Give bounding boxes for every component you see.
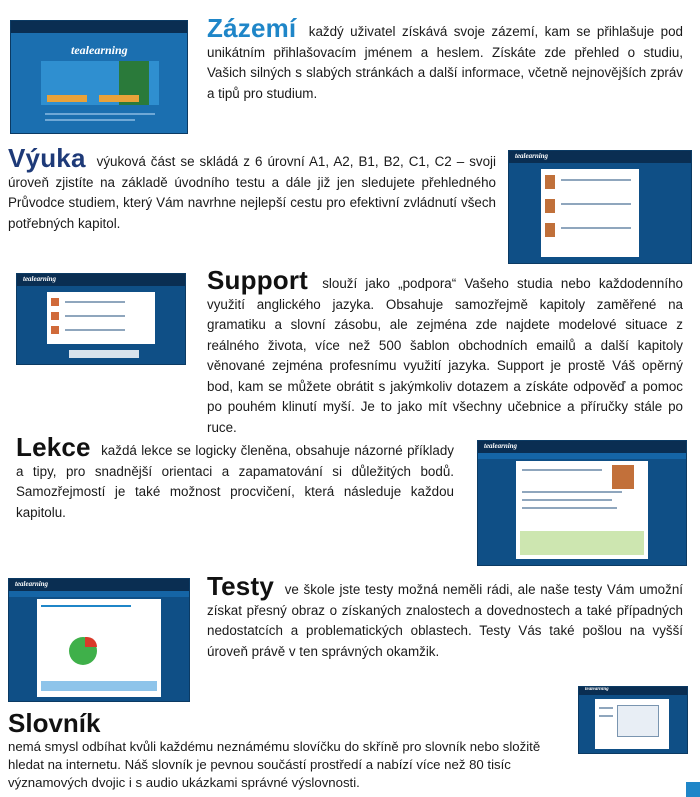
thumb-text-line	[41, 605, 131, 607]
thumb-btn	[99, 95, 139, 102]
thumb-text-line	[65, 301, 125, 303]
zazemi-screenshot	[10, 20, 188, 134]
testy-text: ve škole jste testy možná neměli rádi, ale naše testy Vám umožní získat přesný obraz o získaných znalostech a dovednostech a také případných nedostatcích a problematických oblastech. Testy Vás také pošlou na vyšší úroveň právě v ten správných okamžik.	[207, 582, 683, 659]
slovnik-screenshot	[578, 686, 688, 754]
thumb-logo: tealearning	[515, 152, 549, 160]
thumb-text-line	[45, 119, 135, 121]
thumb-level-a2	[545, 199, 555, 213]
corner-accent	[686, 782, 700, 797]
zazemi-text: každý uživatel získává svoje zázemí, kam se přihlašuje pod unikátním přihlašovacím jménem a heslem. Získáte zde přehled o studiu, Vašich silných s slabých stránkách a další informace, včetně nejnovějších zpráv a tipů pro studium.	[207, 24, 683, 101]
thumb-content	[47, 292, 155, 344]
zazemi-heading: Zázemí	[207, 13, 297, 43]
thumb-text-line	[65, 329, 125, 331]
thumb-header-bar	[11, 21, 187, 33]
thumb-logo: tealearning	[15, 580, 49, 588]
thumb-item	[51, 326, 59, 334]
lekce-heading: Lekce	[16, 432, 91, 462]
thumb-text-line	[561, 203, 631, 205]
lekce-section	[16, 432, 454, 523]
thumb-content	[541, 169, 639, 257]
thumb-text-line	[522, 491, 622, 493]
vyuka-text: výuková část se skládá z 6 úrovní A1, A2, B1, B2, C1, C2 – svoji úroveň zjistíte na základě úvodního testu a dále již jen sledujete přehledného Průvodce studiem, který Vám navrhne nejlepší cestu pro efektivní zvládnutí všech potřebných kapitol.	[8, 154, 496, 231]
support-screenshot	[16, 273, 186, 365]
thumb-text-line	[522, 499, 612, 501]
support-text: slouží jako „podpora“ Vašeho studia nebo každodenního využití anglického jazyka. Obsahuje samozřejmě kapitoly zaměřené na gramatiku a slovní zásobu, ale zejména zde najdete modelové situace z reálného života, více než 500 šablon obchodních emailů a další kapitoly věnované zejména profesnímu využití jazyka. Support je prostě Váš opěrný bod, kam se můžete obrátit s jakýmkoliv dotazem a získáte odpověď a pomoc po pouhém klinutí myší. Je to jako mít všechny učebnice a příručky stále po ruce.	[207, 276, 683, 435]
thumb-text-line	[45, 113, 155, 115]
slovnik-heading: Slovník	[8, 708, 101, 738]
thumb-nav	[478, 453, 686, 459]
lekce-screenshot	[477, 440, 687, 566]
thumb-tip-box	[520, 531, 644, 555]
testy-section	[207, 571, 683, 662]
thumb-level-b	[545, 223, 555, 237]
thumb-text-line	[561, 179, 631, 181]
slovnik-text: nemá smysl odbíhat kvůli každému neznámému slovíčku do skříně pro slovník nebo složitě hledat na internetu. Náš slovník je pevnou součástí prostředí a nabízí více než 80 tisíc významových dvojic i s audio ukázkami správné výslovnosti.	[8, 739, 541, 790]
thumb-nav	[9, 591, 189, 597]
thumb-logo: tealearning	[585, 687, 609, 692]
thumb-text-line	[522, 469, 602, 471]
thumb-text-line	[599, 707, 613, 709]
thumb-item	[51, 298, 59, 306]
thumb-bar	[41, 681, 157, 691]
thumb-footer-box	[69, 350, 139, 358]
support-section	[207, 265, 683, 438]
vyuka-screenshot	[508, 150, 692, 264]
thumb-level-a	[545, 175, 555, 189]
lekce-text: každá lekce se logicky členěna, obsahuje názorné příklady a tipy, pro snadnější orientaci a zapamatování si důležitých bodů. Samozřejmostí je také možnost procvičení, která následuje každou kapitolu.	[16, 443, 454, 520]
thumb-item	[51, 312, 59, 320]
testy-heading: Testy	[207, 571, 274, 601]
thumb-mascot	[612, 465, 634, 489]
thumb-text-line	[522, 507, 617, 509]
vyuka-section	[8, 143, 496, 234]
slovnik-section	[8, 708, 576, 792]
thumb-logo: tealearning	[23, 275, 57, 283]
testy-screenshot	[8, 578, 190, 702]
thumb-btn	[47, 95, 87, 102]
thumb-logo: tealearning	[71, 43, 128, 57]
support-heading: Support	[207, 265, 309, 295]
thumb-dictionary-popup	[617, 705, 659, 737]
thumb-text-line	[561, 227, 631, 229]
zazemi-section	[207, 13, 683, 104]
thumb-text-line	[599, 715, 613, 717]
vyuka-heading: Výuka	[8, 143, 86, 173]
thumb-logo: tealearning	[484, 442, 518, 450]
thumb-text-line	[65, 315, 125, 317]
